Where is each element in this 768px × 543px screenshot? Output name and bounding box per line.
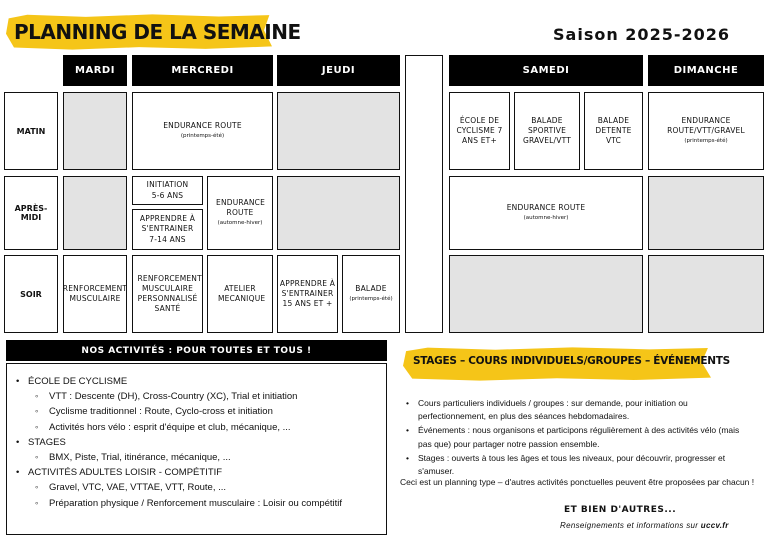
session-season: (automne-hiver): [217, 220, 263, 227]
session-mercredi-soir-renfo: [132, 255, 203, 333]
day-header-mardi: MARDI: [63, 55, 127, 86]
session-title: APPRENDRE À S'ENTRAINER 15 ANS ET +: [279, 278, 336, 309]
activities-heading: NOS ACTIVITÉS : POUR TOUTES ET TOUS !: [6, 340, 387, 361]
session-mercredi-am-endurance: [207, 176, 273, 250]
session-title: ENDURANCE ROUTE: [163, 121, 242, 131]
stages-title: STAGES – COURS INDIVIDUELS/GROUPES – ÉVÉNEMENTS: [413, 355, 730, 367]
slot-jeudi-matin-empty: [277, 92, 400, 170]
session-dimanche-matin: [648, 92, 764, 170]
slot-dimanche-apres-midi-empty: [648, 176, 764, 250]
session-title: BALADE SPORTIVE GRAVEL/VTT: [522, 115, 572, 146]
day-header-samedi: SAMEDI: [449, 55, 643, 86]
session-title: RENFORCEMENT MUSCULAIRE PERSONNALISÉ SANTÉ: [137, 273, 202, 314]
slot-dimanche-soir-empty: [648, 255, 764, 333]
session-title: ENDURANCE ROUTE: [506, 203, 586, 213]
planning-note: Ceci est un planning type – d'autres activités ponctuelles peuvent être proposées par chacun !: [400, 477, 755, 487]
session-title: BALADE DETENTE VTC: [595, 115, 632, 146]
session-mercredi-matin: [132, 92, 273, 170]
activity-item: ◦ Cyclisme traditionnel : Route, Cyclo-cross et initiation: [15, 404, 376, 419]
info-line: [560, 521, 729, 530]
session-title: ENDURANCE ROUTE/VTT/GRAVEL: [667, 116, 745, 136]
session-jeudi-soir-apprendre: [277, 255, 338, 333]
stages-list: [400, 397, 750, 479]
slot-mardi-matin-empty: [63, 92, 127, 170]
activity-item: ◦ Préparation physique / Renforcement musculaire : Loisir ou compétitif: [15, 496, 376, 511]
activity-item: ◦ BMX, Piste, Trial, itinérance, mécanique, ...: [15, 450, 376, 465]
slot-mardi-apres-midi-empty: [63, 176, 127, 250]
session-jeudi-soir-balade: [342, 255, 400, 333]
more-activities: ET BIEN D'AUTRES...: [564, 505, 677, 515]
activity-category: • STAGES: [15, 435, 376, 450]
session-title: ÉCOLE DE CYCLISME 7 ANS ET+: [456, 115, 503, 146]
session-mercredi-soir-atelier: [207, 255, 273, 333]
session-title: APPRENDRE À S'ENTRAINER 7-14 ANS: [139, 214, 196, 244]
session-season: (automne-hiver): [523, 215, 569, 222]
session-title: ENDURANCE ROUTE: [216, 198, 266, 218]
day-header-dimanche: DIMANCHE: [648, 55, 764, 86]
session-title: ATELIER MECANIQUE: [218, 283, 266, 303]
session-title: INITIATION 5-6 ANS: [146, 180, 189, 200]
slot-samedi-soir-empty: [449, 255, 643, 333]
session-mercredi-am-apprendre: [132, 209, 203, 250]
session-title: RENFORCEMENT MUSCULAIRE: [62, 283, 128, 303]
season-label: Saison 2025-2026: [553, 25, 730, 44]
activity-category: • ÉCOLE DE CYCLISME: [15, 374, 376, 389]
info-prefix: Renseignements et informations sur: [560, 521, 701, 530]
session-season: (printemps-été): [349, 296, 393, 303]
session-samedi-matin-balade-detente: [584, 92, 643, 170]
session-mercredi-am-initiation: [132, 176, 203, 205]
stages-bullet: • Événements : nous organisons et participons régulièrement à des activités vélo (mais pas que) pour partager notre passion ensemble.: [400, 424, 750, 450]
session-season: (printemps-été): [684, 138, 728, 145]
day-header-mercredi: MERCREDI: [132, 55, 273, 86]
website-link[interactable]: uccv.fr: [700, 521, 729, 530]
activities-list: [6, 363, 387, 535]
row-label-apres-midi: APRÈS-MIDI: [4, 176, 58, 250]
activity-item: ◦ Activités hors vélo : esprit d'équipe et club, mécanique, ...: [15, 420, 376, 435]
session-samedi-matin-ecole: [449, 92, 510, 170]
session-season: (printemps-été): [180, 133, 225, 140]
stages-bullet: • Stages : ouverts à tous les âges et tous les niveaux, pour découvrir, progresser et s'amuser.: [400, 452, 750, 478]
row-label-soir: SOIR: [4, 255, 58, 333]
stages-bullet: • Cours particuliers individuels / groupes : sur demande, pour initiation ou perfectionnement, en plus des séances hebdomadaires.: [400, 397, 750, 423]
page-title: PLANNING DE LA SEMAINE: [14, 20, 301, 44]
slot-jeudi-apres-midi-empty: [277, 176, 400, 250]
session-mardi-soir: [63, 255, 127, 333]
session-samedi-matin-balade-sportive: [514, 92, 580, 170]
day-header-jeudi: JEUDI: [277, 55, 400, 86]
session-title: BALADE: [355, 284, 387, 294]
session-samedi-apres-midi: [449, 176, 643, 250]
empty-column-separator: [405, 55, 443, 333]
row-label-matin: MATIN: [4, 92, 58, 170]
activity-item: ◦ Gravel, VTC, VAE, VTTAE, VTT, Route, ...: [15, 480, 376, 495]
activity-category: • ACTIVITÉS ADULTES LOISIR - COMPÉTITIF: [15, 465, 376, 480]
activity-item: ◦ VTT : Descente (DH), Cross-Country (XC), Trial et initiation: [15, 389, 376, 404]
